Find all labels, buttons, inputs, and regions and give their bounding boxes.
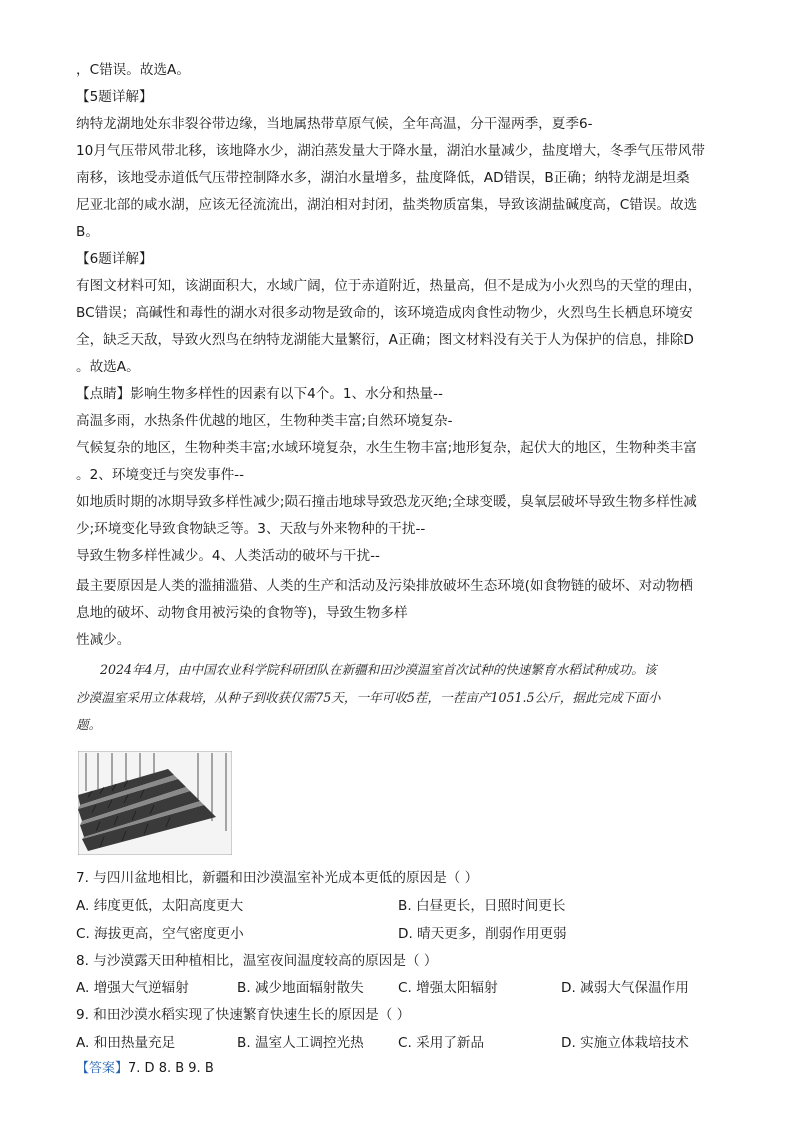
question-8-option-a[interactable]: A. 增强大气逆辐射 bbox=[76, 980, 189, 996]
text-line: 最主要原因是人类的滥捕滥猎、人类的生产和活动及污染排放破坏生态环境(如食物链的破坏、对动物栖 bbox=[76, 578, 694, 594]
text-line: 气候复杂的地区，生物种类丰富;水域环境复杂，水生生物丰富;地形复杂，起伏大的地区，生物种类丰富 bbox=[76, 440, 697, 456]
question-8-option-b[interactable]: B. 减少地面辐射散失 bbox=[237, 980, 364, 996]
text-line: 10月气压带风带北移，该地降水少，湖泊蒸发量大于降水量，湖泊水量减少，盐度增大，冬季气压带风带 bbox=[76, 143, 706, 159]
passage-line: 题。 bbox=[76, 717, 102, 732]
key-point-heading: 【点睛】影响生物多样性的因素有以下4个。1、水分和热量-- bbox=[76, 386, 443, 402]
passage-line: 2024年4月，由中国农业科学院科研团队在新疆和田沙漠温室首次试种的快速繁育水稻试种成功。该 bbox=[100, 662, 657, 677]
question-8-option-c[interactable]: C. 增强太阳辐射 bbox=[398, 980, 498, 996]
question-9-option-b[interactable]: B. 温室人工调控光热 bbox=[237, 1035, 364, 1051]
question-9-option-a[interactable]: A. 和田热量充足 bbox=[76, 1035, 176, 1051]
question-9-option-c[interactable]: C. 采用了新品 bbox=[398, 1035, 485, 1051]
question-7-option-c[interactable]: C. 海拔更高，空气密度更小 bbox=[76, 926, 244, 942]
text-line: 。故选A。 bbox=[76, 359, 140, 375]
question-8-option-d[interactable]: D. 减弱大气保温作用 bbox=[561, 980, 689, 996]
question-7-option-d[interactable]: D. 晴天更多，削弱作用更弱 bbox=[398, 926, 567, 942]
question-7-option-b[interactable]: B. 白昼更长，日照时间更长 bbox=[398, 898, 566, 914]
question-7-option-a[interactable]: A. 纬度更低，太阳高度更大 bbox=[76, 898, 244, 914]
section-heading-q6: 【6题详解】 bbox=[76, 251, 153, 267]
text-line: 南移，该地受赤道低气压带控制降水多，湖泊水量增多，盐度降低，AD错误，B正确；纳特龙湖是坦桑 bbox=[76, 170, 690, 186]
question-9-option-d[interactable]: D. 实施立体栽培技术 bbox=[561, 1035, 689, 1051]
text-line: 。2、环境变迁与突发事件-- bbox=[76, 467, 244, 483]
text-line: 全，缺乏天敌，导致火烈鸟在纳特龙湖能大量繁衍，A正确；图文材料没有关于人为保护的信息，排除D bbox=[76, 332, 694, 348]
text-line: BC错误；高碱性和毒性的湖水对很多动物是致命的，该环境造成肉食性动物少，火烈鸟生长栖息环境安 bbox=[76, 305, 693, 321]
answer-values: 7. D 8. B 9. B bbox=[128, 1061, 214, 1076]
answer-tag: 【答案】 bbox=[76, 1061, 129, 1076]
passage-line: 沙漠温室采用立体栽培，从种子到收获仅需75天，一年可收5茬，一茬亩产1051.5公斤，据此完成下面小 bbox=[76, 690, 661, 705]
text-line: 息地的破坏、动物食用被污染的食物等)，导致生物多样 bbox=[76, 605, 408, 621]
text-line: ，C错误。故选A。 bbox=[76, 62, 190, 78]
greenhouse-rice-photo bbox=[78, 751, 232, 855]
text-line: 如地质时期的冰期导致多样性减少;陨石撞击地球导致恐龙灭绝;全球变暖，臭氧层破坏导致生物多样性减 bbox=[76, 494, 697, 510]
question-8-stem: 8. 与沙漠露天田种植相比，温室夜间温度较高的原因是（ ） bbox=[76, 953, 438, 969]
text-line: B。 bbox=[76, 224, 99, 240]
text-line: 导致生物多样性减少。4、人类活动的破坏与干扰-- bbox=[76, 548, 380, 564]
section-heading-q5: 【5题详解】 bbox=[76, 89, 153, 105]
question-7-stem: 7. 与四川盆地相比，新疆和田沙漠温室补光成本更低的原因是（ ） bbox=[76, 870, 479, 886]
text-line: 少;环境变化导致食物缺乏等。3、天敌与外来物种的干扰-- bbox=[76, 521, 426, 537]
text-line: 尼亚北部的咸水湖，应该无径流流出，湖泊相对封闭，盐类物质富集，导致该湖盐碱度高，C错误。故选 bbox=[76, 197, 698, 213]
text-line: 高温多雨，水热条件优越的地区，生物种类丰富;自然环境复杂- bbox=[76, 413, 453, 429]
question-9-stem: 9. 和田沙漠水稻实现了快速繁育快速生长的原因是（ ） bbox=[76, 1007, 411, 1023]
answer-line bbox=[76, 1059, 214, 1079]
text-line: 有图文材料可知，该湖面积大，水域广阔，位于赤道附近，热量高，但不是成为小火烈鸟的天堂的理由， bbox=[76, 278, 702, 294]
text-line: 纳特龙湖地处东非裂谷带边缘，当地属热带草原气候，全年高温，分干湿两季，夏季6- bbox=[76, 116, 593, 132]
text-line: 性减少。 bbox=[76, 632, 131, 648]
